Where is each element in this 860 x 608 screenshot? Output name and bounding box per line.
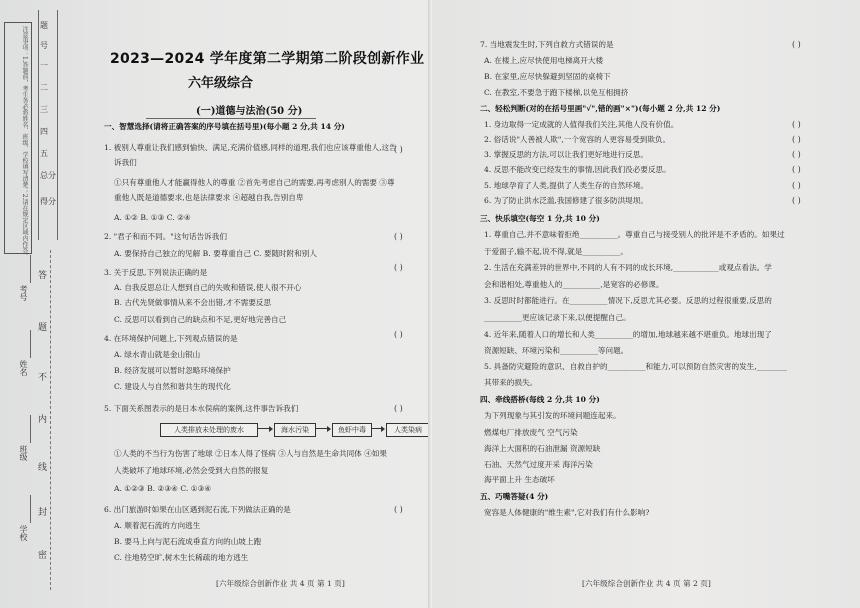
score-table-cell: 号 [40, 41, 48, 50]
question-line: A. ①② B. ①③ C. ②④ [114, 213, 191, 222]
question-line: 1. 尊重自己,并不意味着拒绝__________。尊重自己与接受别人的批评是不矛盾的。如果过 [484, 230, 785, 239]
question-line: 2. 俗话说"人善被人欺",一个宽容的人更容易受到欺负。 [484, 135, 671, 144]
fill-in-line[interactable] [30, 330, 31, 358]
seal-line-word: 答 [38, 271, 48, 281]
answer-parentheses[interactable]: ( ) [394, 404, 403, 413]
question-line: B. 古代先贤做事情从来不会出错,才不需要反思 [114, 298, 272, 307]
seal-line-word: 封 [38, 508, 48, 518]
question-line: ①人类的不当行为伤害了地球 ②日本人得了怪病 ③人与自然是生命共同体 ④如果 [114, 449, 388, 458]
question-line: B. 在家里,应尽快躲避到坚固的桌椅下 [484, 72, 611, 81]
score-table-cell: 三 [40, 105, 48, 114]
student-info-label: 学校 [19, 525, 28, 541]
question-line: A. 要保持自己独立的见解 B. 要尊重自己 C. 要随时附和别人 [114, 249, 317, 258]
question-line: 于爱面子,输不起,说不得,就是__________。 [484, 247, 628, 256]
fill-in-line[interactable] [30, 495, 31, 523]
question-line: 7. 当地震发生时,下列自救方式错误的是 [480, 40, 614, 49]
score-table-cell: 一 [40, 61, 48, 70]
notice-text: 注意事项：1.答题前，考生务必将姓名、班级、学校填写清楚；2.请在规定区域内作答。 [21, 26, 28, 260]
question-line: 海平面上升 生态破坏 [484, 475, 555, 484]
question-section-heading: 三、快乐填空(每空 1 分,共 10 分) [480, 214, 600, 223]
question-section-heading: 四、牵线搭桥(每线 2 分,共 10 分) [480, 395, 600, 404]
question-line: B. 经济发展可以暂时忽略环境保护 [114, 366, 231, 375]
question-line: 石油、天然气过度开采 海洋污染 [484, 460, 593, 469]
question-line: 燃煤电厂排放废气 空气污染 [484, 428, 578, 437]
flow-box: 鱼虾中毒 [332, 423, 372, 437]
flow-box: 人类染病 [386, 423, 430, 437]
question-line: C. 往地势空旷,树木生长稀疏的地方逃生 [114, 553, 249, 562]
score-table-cell: 题 [40, 21, 48, 30]
score-table-cell: 五 [40, 149, 48, 158]
seal-line-word: 题 [38, 323, 48, 333]
score-table-cell: 四 [40, 127, 48, 136]
binding-margin [0, 0, 62, 608]
question-line: 人类破坏了地球环境,必然会受到大自然的报复 [114, 466, 269, 475]
section-heading-text: (一)道德与法治(50 分) [196, 106, 303, 117]
seal-line-word: 内 [38, 415, 48, 425]
question-line: C. 反思可以看到自己的缺点和不足,更好地完善自己 [114, 315, 287, 324]
question-line: 会和谐相处,尊重他人的__________,是宽容的必修课。 [484, 280, 664, 289]
answer-parentheses[interactable]: ( ) [394, 505, 403, 514]
fill-in-line[interactable] [30, 255, 31, 283]
question-line: 其带来的损失。 [484, 378, 538, 387]
answer-parentheses[interactable]: ( ) [394, 330, 403, 339]
answer-parentheses[interactable]: ( ) [394, 145, 403, 154]
question-line: A. ①②③ B. ②③④ C. ①③④ [114, 484, 212, 493]
question-line: 6. 出门旅游时如果在山区遇到泥石流,下列做法正确的是 [104, 505, 291, 514]
seal-line-word: 密 [38, 551, 48, 561]
question-line: 2. 生活在充满差异的世界中,不同的人有不同的成长环境,____________或观点看法。学 [484, 263, 772, 272]
question-line: 诉我们 [114, 158, 137, 167]
seal-dashed-line [50, 250, 51, 590]
answer-parentheses[interactable]: ( ) [792, 150, 801, 159]
question-line: 重他人既是道德要求,也是法律要求 ④超越自我,告别自卑 [114, 193, 304, 202]
flow-box: 海水污染 [274, 423, 316, 437]
question-line: __________更应该记录下来,以便提醒自己。 [484, 313, 631, 322]
answer-parentheses[interactable]: ( ) [792, 135, 801, 144]
exam-title: 2023—2024 学年度第二学期第二阶段创新作业 [110, 51, 425, 67]
student-info-label: 班级 [19, 445, 28, 461]
score-table-cell: 二 [40, 83, 48, 92]
question-section-heading: 五、巧嘴答疑(4 分) [480, 492, 549, 501]
question-line: 4. 在环境保护问题上,下列观点错误的是 [104, 334, 238, 343]
section-underline [146, 118, 316, 119]
question-line: 宽容是人体健康的"维生素",它对我们有什么影响? [484, 508, 650, 517]
question-line: 1. 身边取得一定成就的人值得我们关注,其他人没有价值。 [484, 120, 679, 129]
flow-arrow [316, 428, 330, 429]
question-line: 海洋上大面积的石油泄漏 资源短缺 [484, 444, 601, 453]
question-section-heading: 二、轻松判断(对的在括号里画"√",错的画"×")(每小题 2 分,共 12 分) [480, 104, 721, 113]
page-footer: [六年级综合创新作业 共 4 页 第 2 页] [582, 579, 711, 588]
question-line: 6. 为了防止洪水泛滥,我国修建了很多防洪堤坝。 [484, 196, 648, 205]
question-line: C. 建设人与自然和谐共生的现代化 [114, 382, 231, 391]
flow-box: 人类排放未处理的废水 [160, 423, 258, 437]
question-line: A. 顺着泥石流的方向逃生 [114, 521, 201, 530]
answer-parentheses[interactable]: ( ) [394, 232, 403, 241]
flow-arrow [372, 428, 384, 429]
question-line: 5. 下面关系图表示的是日本水俣病的案例,这件事告诉我们 [104, 404, 299, 413]
question-line: 资源短缺、环境污染和__________等问题。 [484, 346, 629, 355]
question-line: 5. 地球孕育了人类,提供了人类生存的自然环境。 [484, 181, 648, 190]
right-page [432, 0, 860, 608]
question-line: ①只有尊重他人才能赢得他人的尊重 ②首先考虑自己的需要,再考虑别人的需要 ③尊 [114, 178, 395, 187]
fill-in-line[interactable] [30, 415, 31, 443]
answer-parentheses[interactable]: ( ) [792, 40, 801, 49]
flow-arrow [258, 428, 272, 429]
answer-parentheses[interactable]: ( ) [792, 196, 801, 205]
question-line: 4. 近年来,随着人口的增长和人类__________的增加,地球越来越不堪重负。地球出现了 [484, 330, 772, 339]
question-line: 3. 关于反思,下列说法正确的是 [104, 268, 208, 277]
question-line: 3. 反思时时都能进行。在__________情况下,反思尤其必要。反思的过程很重要,反思的 [484, 296, 772, 305]
answer-parentheses[interactable]: ( ) [792, 181, 801, 190]
question-line: A. 绿水青山就是金山银山 [114, 350, 201, 359]
student-info-label: 考号 [19, 285, 28, 301]
question-line: 3. 掌握反思的方法,可以让我们更好地进行反思。 [484, 150, 648, 159]
question-line: 为下列现象与其引发的环境问题连起来。 [484, 411, 621, 420]
question-line: 1. 被别人尊重让我们感到愉快、满足,充满价值感,同样的道理,我们也应该尊重他人,这告 [104, 143, 397, 152]
question-line: 2. "君子和而不同。"这句话告诉我们 [104, 232, 227, 241]
question-line: 5. 具备防灾避险的意识、自救自护的__________和能力,可以预防自然灾害的发生,________ [484, 362, 788, 371]
score-table-cell: 得分 [40, 197, 56, 206]
answer-parentheses[interactable]: ( ) [394, 263, 403, 272]
answer-parentheses[interactable]: ( ) [792, 120, 801, 129]
student-info-label: 姓名 [19, 360, 28, 376]
question-section-heading: 一、智慧选择(请将正确答案的序号填在括号里)(每小题 2 分,共 14 分) [104, 122, 345, 131]
page-footer: [六年级综合创新作业 共 4 页 第 1 页] [216, 579, 345, 588]
question-line: B. 要马上向与泥石流成垂直方向的山坡上跑 [114, 537, 262, 546]
seal-line-word: 线 [38, 463, 48, 473]
section-heading [196, 102, 302, 117]
minamata-flow-diagram [160, 423, 430, 437]
answer-parentheses[interactable]: ( ) [792, 165, 801, 174]
question-line: A. 自我反思总让人想到自己的失败和错误,使人很不开心 [114, 283, 302, 292]
question-line: 4. 反思不能改变已经发生的事情,因此我们没必要反思。 [484, 165, 671, 174]
score-table-cell: 总分 [40, 171, 56, 180]
question-line: A. 在楼上,应尽快使用电梯离开大楼 [484, 56, 604, 65]
exam-subtitle: 六年级综合 [188, 76, 254, 91]
seal-line-word: 不 [38, 373, 48, 383]
question-line: C. 在教室,不要急于跑下楼梯,以免互相拥挤 [484, 88, 629, 97]
